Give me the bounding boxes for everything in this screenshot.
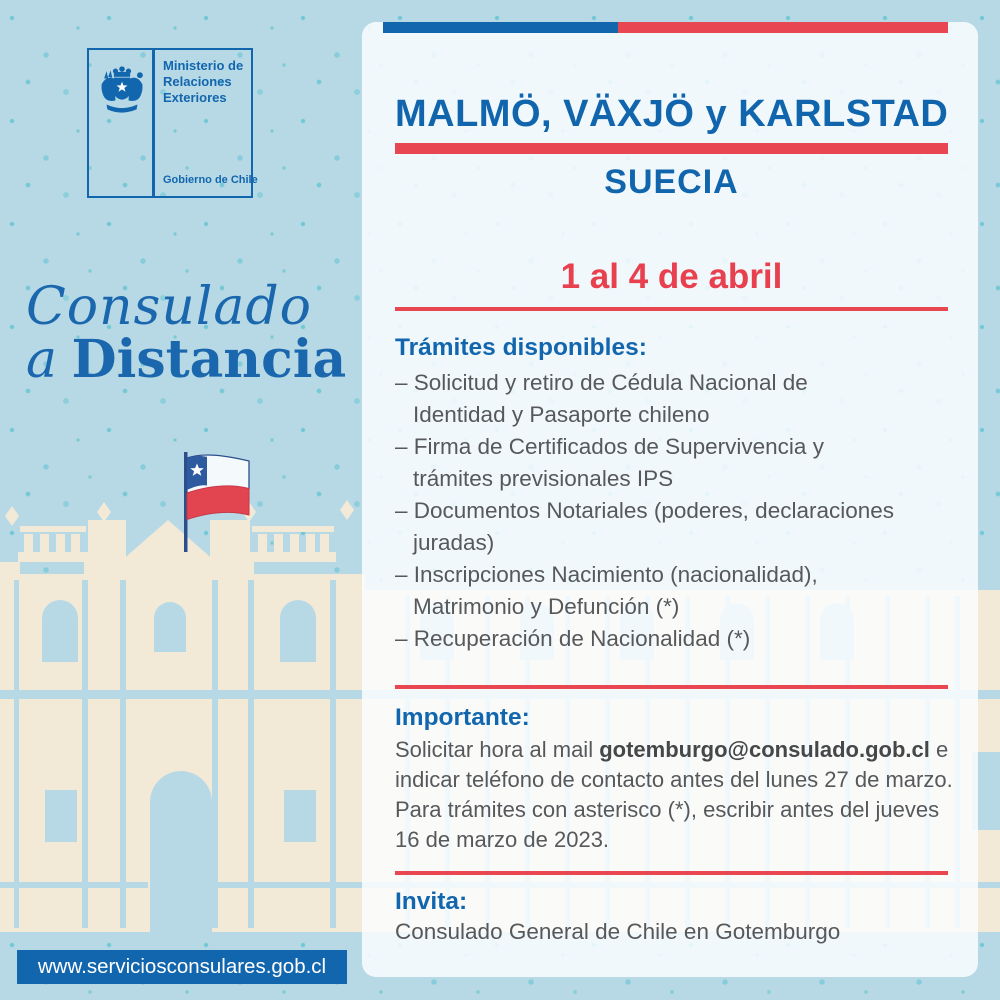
tramite-item-text: Firma de Certificados de Supervivencia y trámites previsionales IPS [413,434,824,491]
importante-text-before: Solicitar hora al mail [395,737,600,762]
ministry-name [163,58,247,106]
tramite-item-text: Inscripciones Nacimiento (nacionalidad), Matrimonio y Defunción (*) [413,562,818,619]
tramite-item [395,495,900,559]
wordmark-consulado: Consulado [26,277,312,337]
wordmark-distancia: Distancia [71,329,347,390]
tramite-item-text: Solicitud y retiro de Cédula Nacional de Identidad y Pasaporte chileno [413,370,808,427]
importante-heading: Importante: [395,704,530,731]
tramite-item-text: Documentos Notariales (poderes, declaraciones juradas) [413,498,895,555]
country-subtitle: SUECIA [604,163,739,201]
ministry-name-line: Exteriores [163,90,227,105]
logo-divider [152,50,155,196]
section-divider [395,685,948,689]
chile-coat-of-arms-icon [96,64,148,114]
info-card [362,22,978,977]
invita-heading: Invita: [395,888,468,915]
importante-paragraph [395,735,955,855]
section-divider [395,871,948,875]
wordmark-a-distancia [26,329,347,390]
list-dash: – [395,370,414,395]
cities-title: MALMÖ, VÄXJÖ y KARLSTAD [395,93,949,135]
wordmark-a: a [26,330,58,390]
date-underline [395,307,948,311]
title-underline-bar [395,143,948,154]
tramite-item-text: Recuperación de Nacionalidad (*) [413,626,751,651]
tramite-item [395,559,900,623]
ministry-name-line: Relaciones [163,74,232,89]
invita-text: Consulado General de Chile en Gotemburgo [395,919,841,944]
website-bar [17,950,347,984]
website-url: www.serviciosconsulares.gob.cl [37,955,327,978]
tramites-heading: Trámites disponibles: [395,334,647,361]
tramite-item [395,623,900,655]
accent-bar-blue-segment [383,22,618,33]
contact-email: gotemburgo@consulado.gob.cl [599,737,930,762]
tramites-list [395,367,900,655]
ministry-name-line: Ministerio de [163,58,244,73]
top-accent-bar [383,22,948,33]
accent-bar-red-segment [618,22,948,33]
list-dash: – [395,434,414,459]
date-range: 1 al 4 de abril [560,257,783,296]
tramite-item [395,431,900,495]
list-dash: – [395,562,414,587]
program-wordmark [26,277,347,390]
importante-text-after: e indicar teléfono de contacto antes del lunes 27 de marzo. Para trámites con asterisco (*), escribir antes del jueves 16 de marzo de 2023. [395,737,953,852]
government-label: Gobierno de Chile [163,174,258,186]
list-dash: – [395,626,414,651]
chile-flag-icon [165,448,255,553]
tramite-item [395,367,900,431]
list-dash: – [395,498,414,523]
ministry-logo-box [87,48,258,198]
